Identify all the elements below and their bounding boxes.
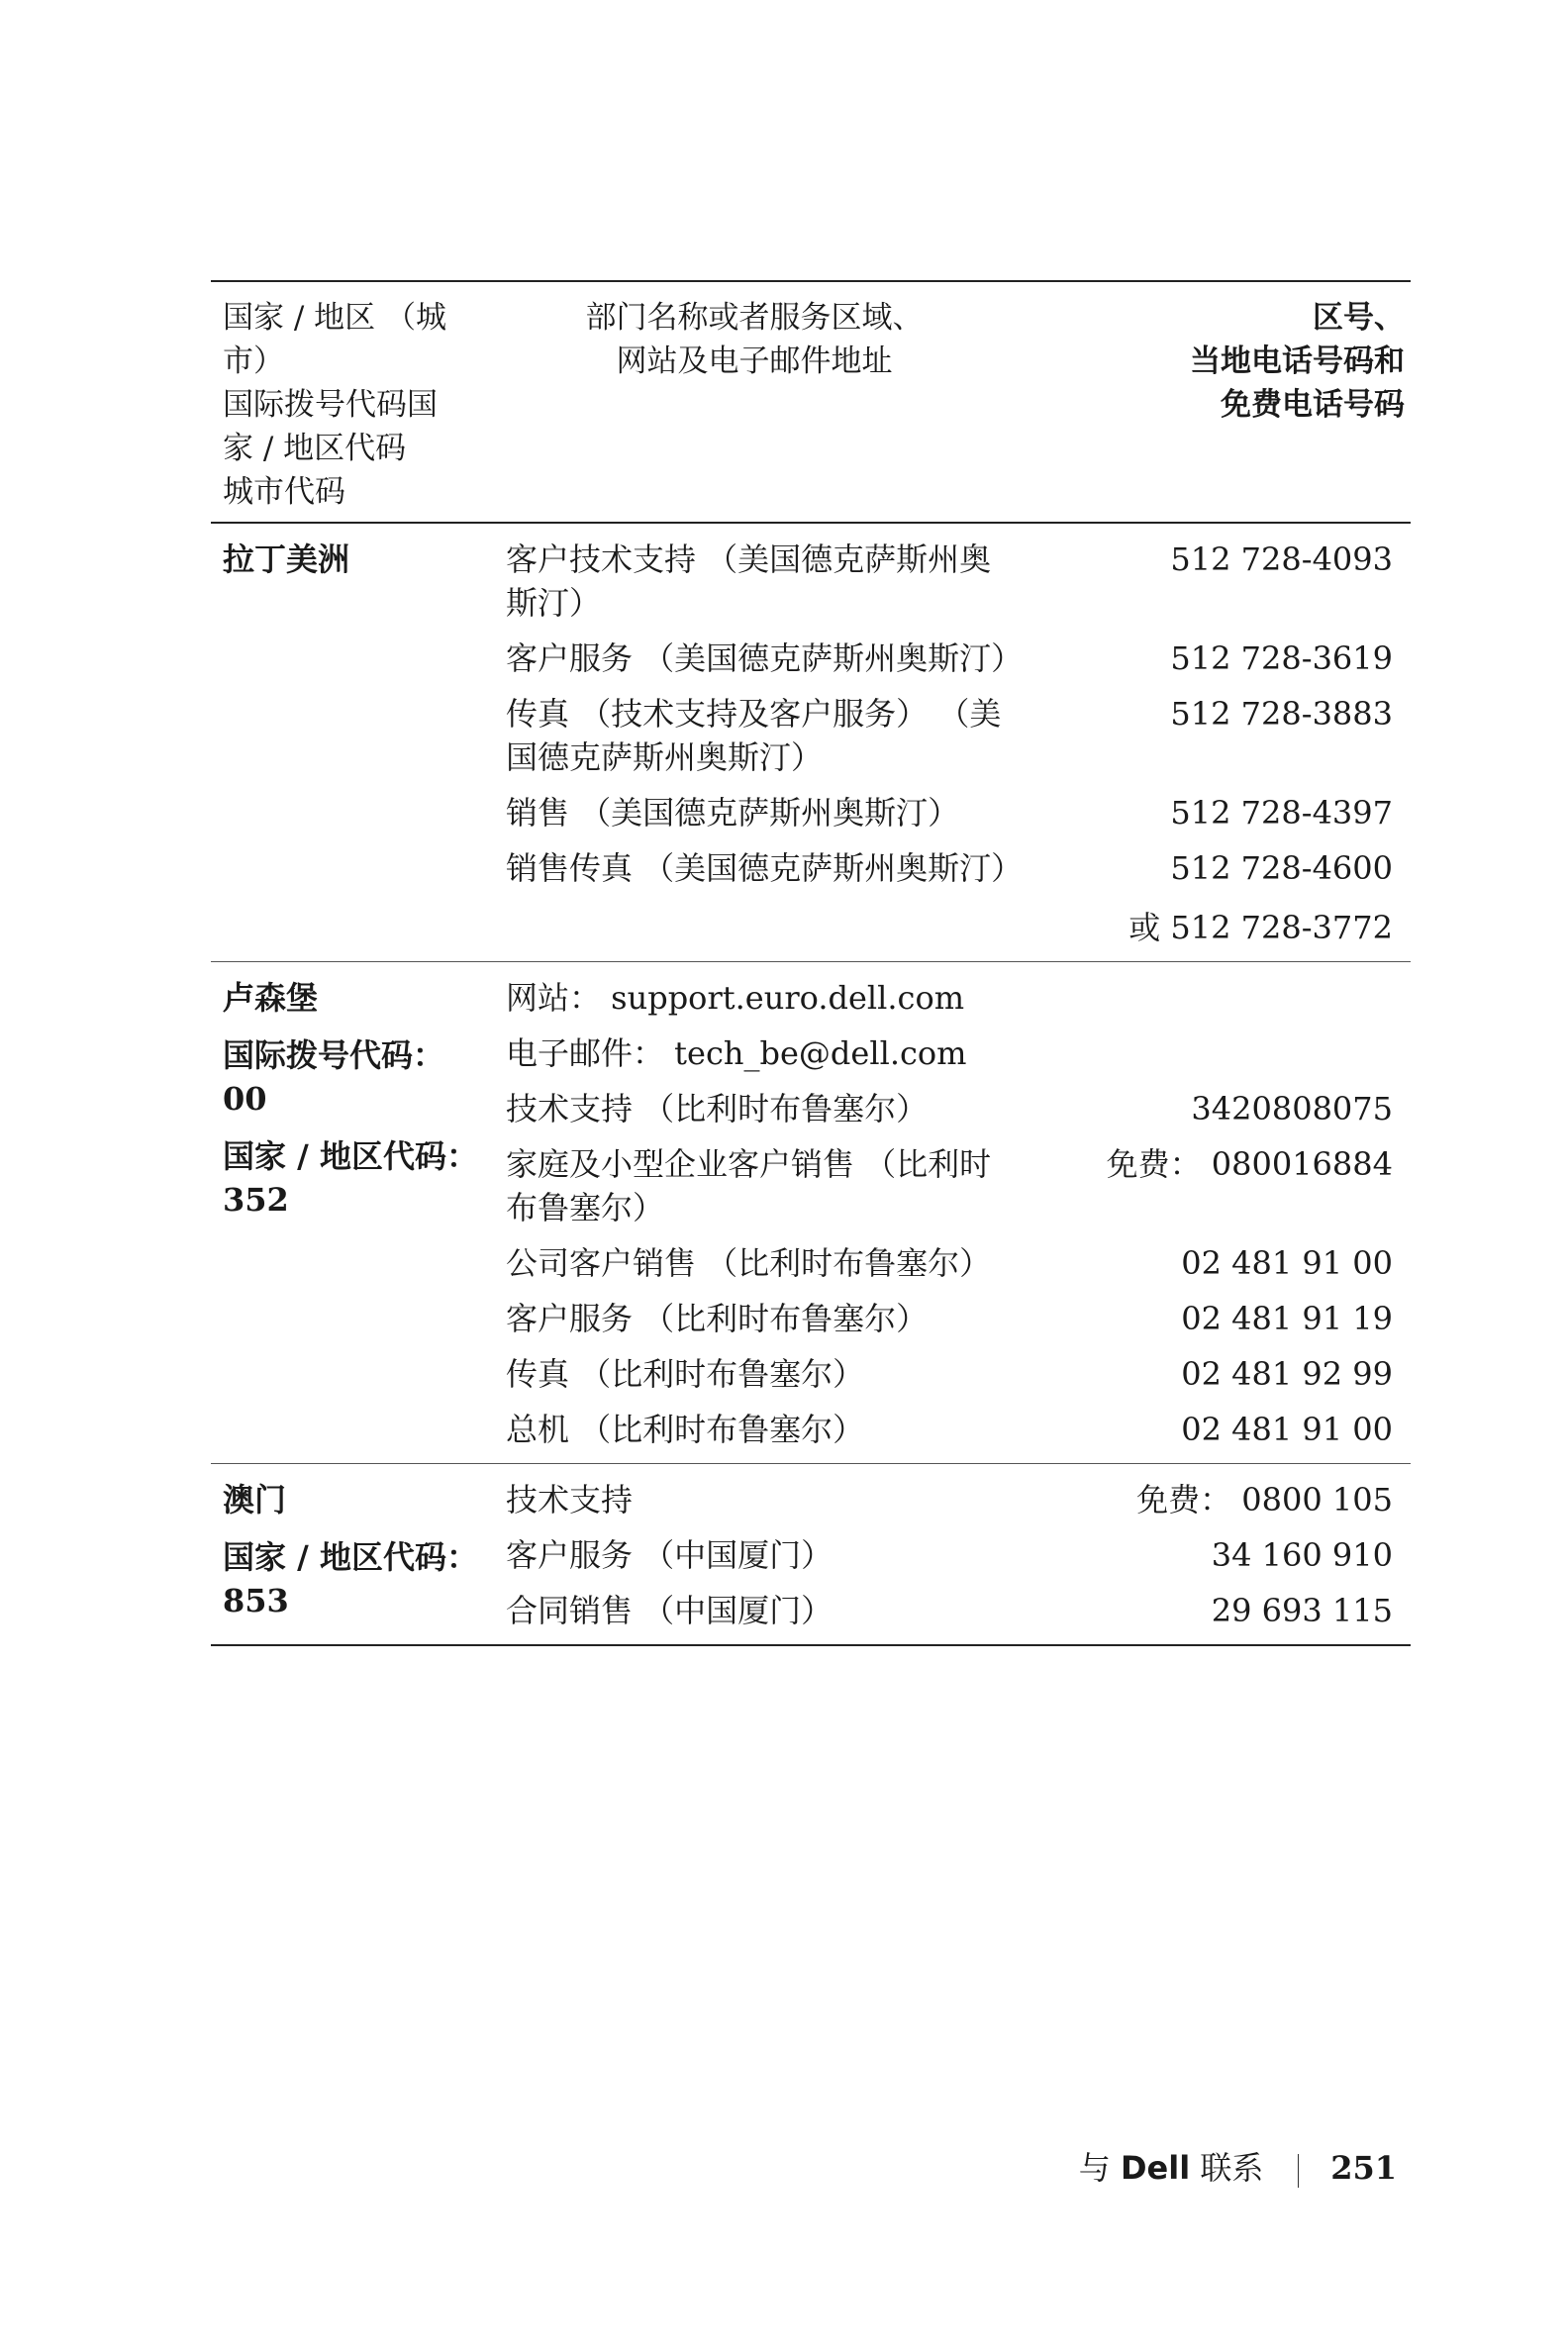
country-cell [211,1464,496,1646]
department-cell: 网站： support.euro.dell.com [506,979,965,1017]
table-row [211,1464,1411,1528]
country-code: 国家 / 地区代码： 352 [223,1137,478,1219]
phone-number: 512 728-4600 [1170,849,1393,887]
country-cell [211,962,496,1464]
phone-cell: 02 481 91 19 [1181,1300,1393,1337]
header-line: 网站及电子邮件地址 [616,343,893,379]
phone-cell: 3420808075 [1191,1090,1393,1127]
header-line: 免费电话号码 [1221,387,1405,423]
department-cell: 家庭及小型企业客户销售 （比利时布鲁塞尔） [506,1145,992,1226]
department-cell: 总机 （比利时布鲁塞尔） [506,1411,865,1448]
header-line: 市） [223,343,284,379]
department-cell: 技术支持 （比利时布鲁塞尔） [506,1090,929,1127]
country-group-macau [211,1464,1411,1646]
footer-brand: Dell [1120,2149,1191,2187]
header-line: 家 / 地区代码 [223,431,407,466]
country-group-latin-america [211,523,1411,962]
country-code: 国家 / 地区代码： 853 [223,1538,478,1619]
header-country-column [211,281,496,523]
department-cell: 销售 （美国德克萨斯州奥斯汀） [506,794,960,832]
department-cell: 销售传真 （美国德克萨斯州奥斯汀） [506,849,1024,887]
header-department-column [496,281,1023,523]
phone-cell: 02 481 91 00 [1181,1244,1393,1282]
country-cell [211,523,496,962]
phone-cell: 512 728-4093 [1170,540,1393,578]
phone-cell: 512 728-3619 [1170,639,1393,677]
phone-cell: 34 160 910 [1211,1536,1393,1574]
department-cell: 公司客户销售 （比利时布鲁塞尔） [506,1244,992,1282]
table-row [211,962,1411,1027]
department-cell: 客户技术支持 （美国德克萨斯州奥斯汀） [506,540,992,622]
department-cell: 电子邮件： tech_be@dell.com [506,1034,967,1072]
phone-cell: 免费： 0800 105 [1136,1481,1393,1519]
country-group-luxembourg [211,962,1411,1464]
phone-cell [1023,840,1411,962]
phone-cell: 02 481 92 99 [1181,1355,1393,1393]
department-cell: 技术支持 [506,1481,634,1519]
contact-table [211,280,1411,1646]
phone-number-alt: 或 512 728-3772 [1128,909,1393,946]
page-number: 251 [1330,2149,1397,2187]
header-line: 部门名称或者服务区域、 [585,300,924,336]
header-line: 国际拨号代码国 [223,387,438,423]
country-name: 拉丁美洲 [223,540,350,578]
phone-cell: 免费： 080016884 [1106,1145,1393,1183]
phone-cell: 29 693 115 [1211,1592,1393,1629]
intl-dial-code: 国际拨号代码： 00 [223,1036,445,1118]
header-line: 国家 / 地区 （城 [223,300,447,336]
country-name: 卢森堡 [223,979,319,1017]
phone-cell: 512 728-3883 [1170,695,1393,733]
table-header-row [211,281,1411,523]
page-footer [1079,2143,1397,2189]
footer-section-title: 联系 [1200,2149,1264,2187]
department-cell: 客户服务 （比利时布鲁塞尔） [506,1300,929,1337]
header-line: 城市代码 [223,474,345,510]
phone-cell: 02 481 91 00 [1181,1411,1393,1448]
phone-cell [1023,1026,1411,1081]
phone-cell: 512 728-4397 [1170,794,1393,832]
department-cell: 客户服务 （美国德克萨斯州奥斯汀） [506,639,1024,677]
phone-cell [1023,962,1411,1027]
department-cell: 传真 （比利时布鲁塞尔） [506,1355,865,1393]
department-cell: 传真 （技术支持及客户服务） （美国德克萨斯州奥斯汀） [506,695,1002,776]
footer-prefix: 与 [1078,2149,1111,2187]
country-name: 澳门 [223,1481,287,1519]
footer-divider [1298,2154,1300,2188]
table-row [211,523,1411,631]
header-line: 当地电话号码和 [1190,343,1405,379]
department-cell: 客户服务 （中国厦门） [506,1536,833,1574]
department-cell: 合同销售 （中国厦门） [506,1592,833,1629]
header-line: 区号、 [1313,300,1405,336]
header-phone-column [1023,281,1411,523]
